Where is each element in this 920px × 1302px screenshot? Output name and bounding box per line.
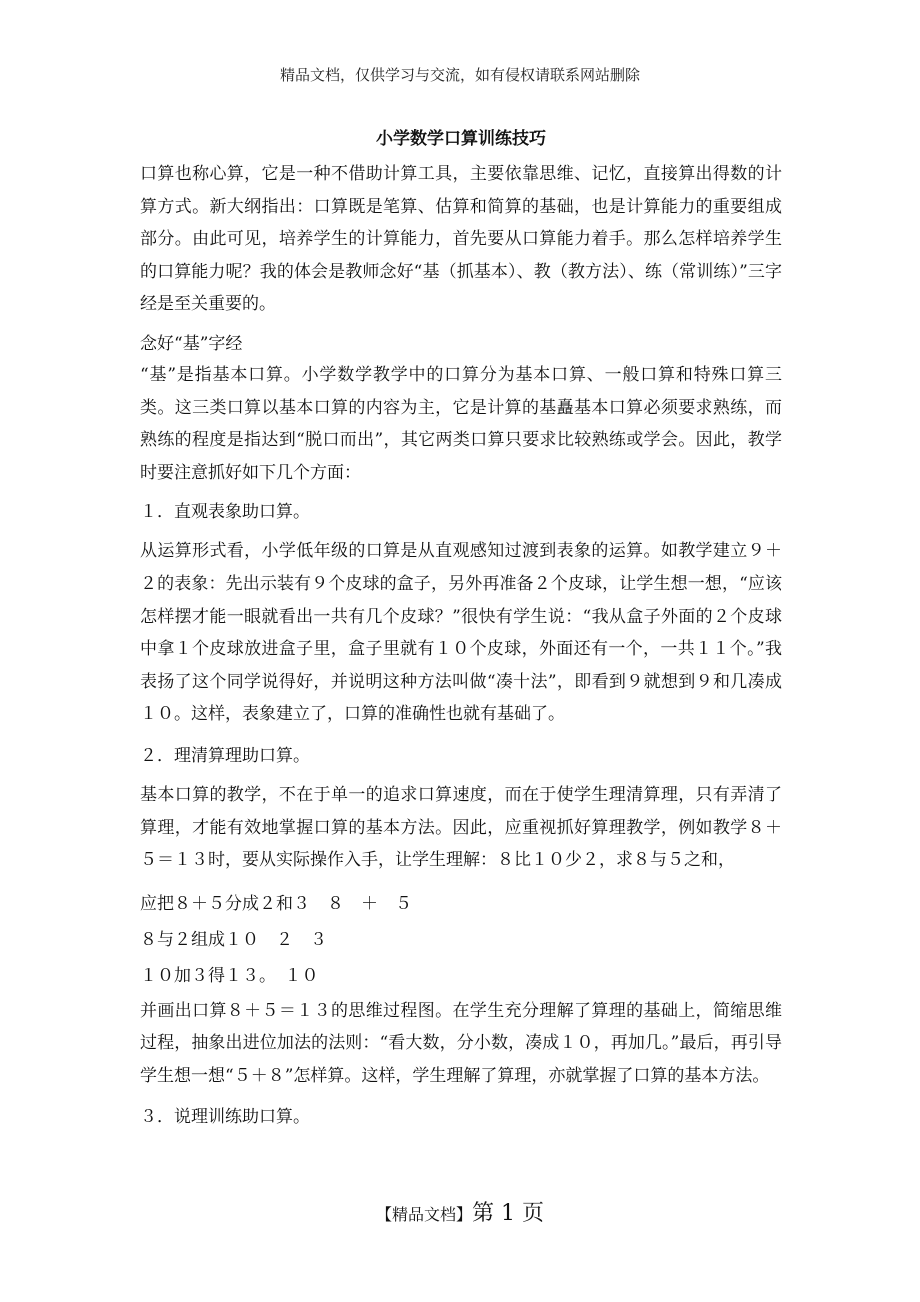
paragraph-thinking-process: 并画出口算８＋５＝１３的思维过程图。在学生充分理解了算理的基础上，简缩思维过程，抽象出进位加法的法则：“看大数，分小数，凑成１０，再加几。”最后，再引导学生想一想“５＋８”怎样算。这样，学生理解了算理，亦就掌握了口算的基本方法。 <box>140 1000 782 1086</box>
page-footer <box>0 1196 920 1227</box>
page-number: 第 1 页 <box>472 1201 544 1226</box>
paragraph-arithmetic-reasoning: 基本口算的教学，不在于单一的追求口算速度，而在于使学生理清算理，只有弄清了算理，才能有效地掌握口算的基本方法。因此，应重视抓好算理教学，例如教学８＋５＝１３时，要从实际操作入手，让学生理解：８比１０少２，求８与５之和， <box>140 784 782 871</box>
example-line-1: 应把８＋５分成２和３ ８ ＋ ５ <box>140 893 412 914</box>
document-body <box>140 124 782 1132</box>
subheading-2: ２．理清算理助口算。 <box>140 745 310 766</box>
paragraph-ji-definition: “基”是指基本口算。小学数学教学中的口算分为基本口算、一般口算和特殊口算三类。这三类口算以基本口算的内容为主，它是计算的基矗基本口算必须要求熟练，而熟练的程度是指达到“脱口而出”，其它两类口算只要求比较熟练或学会。因此，教学时要注意抓好如下几个方面： <box>140 364 782 483</box>
subheading-1: １．直观表象助口算。 <box>140 502 310 523</box>
paragraph-intro: 口算也称心算，它是一种不借助计算工具，主要依靠思维、记忆，直接算出得数的计算方式。新大纲指出：口算既是笔算、估算和简算的基础，也是计算能力的重要组成部分。由此可见，培养学生的计算能力，首先要从口算能力着手。那么怎样培养学生的口算能力呢？我的体会是教师念好“基（抓基本）、教（教方法）、练（常训练）”三字经是至关重要的。 <box>140 164 782 315</box>
subheading-3: ３．说理训练助口算。 <box>140 1107 310 1128</box>
section-heading-ji: 念好“基”字经 <box>140 333 243 354</box>
paragraph-visual-representation: 从运算形式看，小学低年级的口算是从直观感知过渡到表象的运算。如教学建立９＋２的表象：先出示装有９个皮球的盒子，另外再准备２个皮球，让学生想一想，“应该怎样摆才能一眼就看出一共有几个皮球？”很快有学生说：“我从盒子外面的２个皮球中拿１个皮球放进盒子里，盒子里就有１０个皮球，外面还有一个，一共１１个。”我表扬了这个同学说得好，并说明这种方法叫做“凑十法”，即看到９就想到９和几凑成１０。这样，表象建立了，口算的准确性也就有基础了。 <box>140 541 782 725</box>
example-line-3: １０加３得１３。 １０ <box>140 965 319 986</box>
example-line-2: ８与２组成１０ ２ ３ <box>140 929 327 950</box>
document-title: 小学数学口算训练技巧 <box>376 129 546 149</box>
page-header-notice: 精品文档，仅供学习与交流，如有侵权请联系网站删除 <box>279 66 640 84</box>
footer-tag: 【精品文档】 <box>376 1205 473 1224</box>
